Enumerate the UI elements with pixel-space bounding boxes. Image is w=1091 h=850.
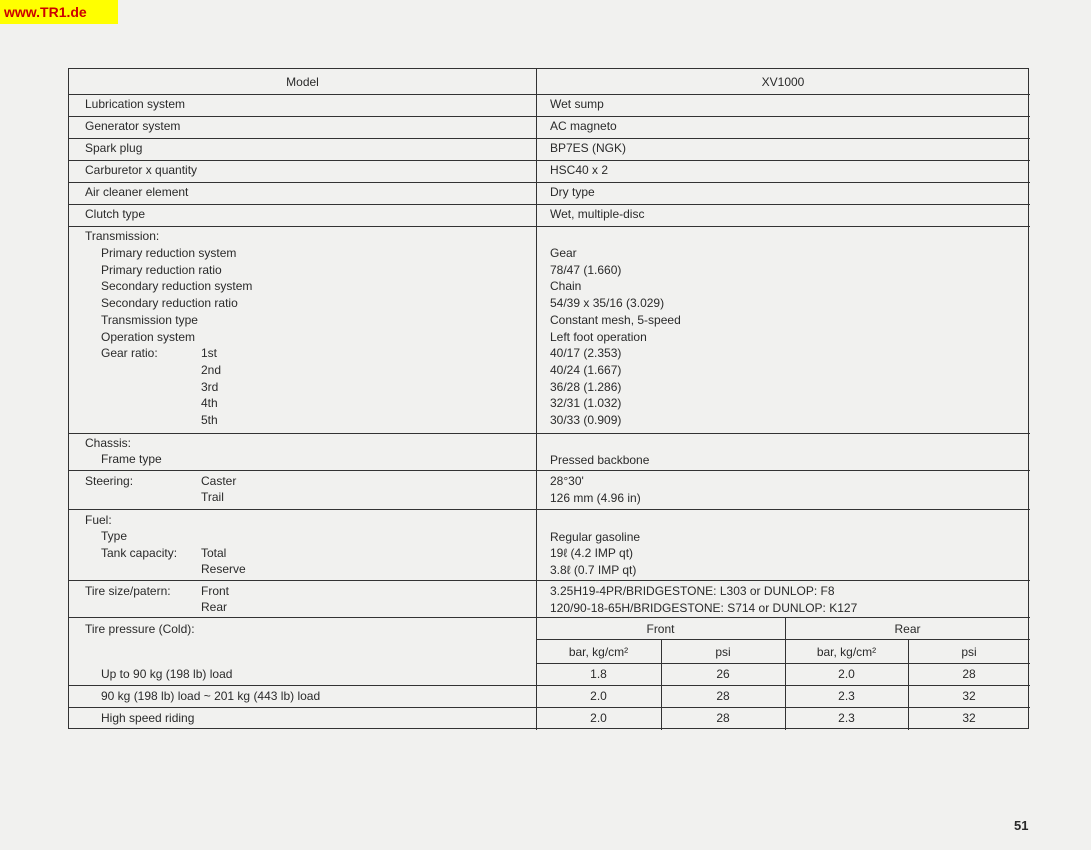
value-trail: 126 mm (4.96 in) [550, 491, 641, 505]
header-model-name: XV1000 [761, 75, 805, 89]
gear-name: 3rd [201, 380, 219, 394]
value-fuel-type: Regular gasoline [550, 530, 641, 544]
pressure-rear-psi: 28 [962, 667, 976, 681]
pressure-front-psi: 28 [716, 711, 730, 725]
row-divider [69, 470, 1030, 471]
pressure-rear-bar: 2.3 [838, 689, 855, 703]
label-gear-ratio: Gear ratio: [101, 346, 158, 360]
label-tank-reserve: Reserve [201, 562, 246, 576]
label-frame-type: Frame type [101, 452, 162, 466]
steering-label: Steering: [85, 474, 134, 488]
value-tire-rear: 120/90-18-65H/BRIDGESTONE: S714 or DUNLOP: K127 [550, 601, 858, 615]
row-divider [69, 580, 1030, 581]
pressure-front-psi: 28 [716, 689, 730, 703]
row-divider [69, 116, 1030, 117]
value-air-cleaner: Dry type [550, 185, 595, 199]
unit-psi-rear: psi [961, 645, 977, 659]
label-primary-system: Primary reduction system [101, 246, 237, 260]
value-caster: 28°30' [550, 474, 584, 488]
unit-bar-front: bar, kg/cm² [568, 645, 629, 659]
gear-name: 2nd [201, 363, 222, 377]
label-transmission-type: Transmission type [101, 313, 198, 327]
label-tank-capacity: Tank capacity: [101, 546, 178, 560]
pressure-condition: High speed riding [101, 711, 195, 725]
transmission-title: Transmission: [85, 229, 160, 243]
label-carburetor: Carburetor x quantity [85, 163, 198, 177]
row-divider [69, 509, 1030, 510]
row-divider [69, 138, 1030, 139]
label-lubrication: Lubrication system [85, 97, 186, 111]
pressure-rear-header: Rear [894, 622, 921, 636]
spec-table [68, 68, 1029, 729]
pressure-divider [536, 639, 1030, 640]
chassis-title: Chassis: [85, 436, 132, 450]
label-tire-front: Front [201, 584, 230, 598]
label-clutch: Clutch type [85, 207, 146, 221]
gear-value: 30/33 (0.909) [550, 413, 622, 427]
row-divider [69, 160, 1030, 161]
label-caster: Caster [201, 474, 237, 488]
pressure-divider [69, 707, 1030, 708]
tire-size-label: Tire size/patern: [85, 584, 171, 598]
value-generator: AC magneto [550, 119, 617, 133]
gear-value: 40/24 (1.667) [550, 363, 622, 377]
gear-name: 5th [201, 413, 218, 427]
value-spark-plug: BP7ES (NGK) [550, 141, 627, 155]
gear-value: 36/28 (1.286) [550, 380, 622, 394]
pressure-rear-bar: 2.3 [838, 711, 855, 725]
label-tank-total: Total [201, 546, 227, 560]
gear-name: 4th [201, 396, 218, 410]
unit-psi-front: psi [715, 645, 731, 659]
value-secondary-ratio: 54/39 x 35/16 (3.029) [550, 296, 665, 310]
label-fuel-type: Type [101, 529, 128, 543]
label-operation-system: Operation system [101, 330, 196, 344]
pressure-condition: 90 kg (198 lb) load ~ 201 kg (443 lb) load [101, 689, 321, 703]
label-secondary-ratio: Secondary reduction ratio [101, 296, 238, 310]
pressure-front-bar: 2.0 [590, 711, 607, 725]
value-operation-system: Left foot operation [550, 330, 647, 344]
gear-value: 40/17 (2.353) [550, 346, 622, 360]
pressure-front-bar: 2.0 [590, 689, 607, 703]
row-divider [69, 226, 1030, 227]
tire-pressure-label: Tire pressure (Cold): [85, 622, 195, 636]
pressure-front-header: Front [646, 622, 675, 636]
pressure-front-psi: 26 [716, 667, 730, 681]
row-divider [69, 433, 1030, 434]
label-primary-ratio: Primary reduction ratio [101, 263, 222, 277]
label-generator: Generator system [85, 119, 181, 133]
pressure-rear-bar: 2.0 [838, 667, 855, 681]
page-number: 51 [1014, 818, 1029, 833]
gear-name: 1st [201, 346, 218, 360]
row-divider [69, 182, 1030, 183]
fuel-title: Fuel: [85, 513, 112, 527]
value-tank-reserve: 3.8ℓ (0.7 IMP qt) [550, 563, 637, 577]
row-divider [69, 204, 1030, 205]
value-primary-system: Gear [550, 246, 577, 260]
label-tire-rear: Rear [201, 600, 228, 614]
unit-bar-rear: bar, kg/cm² [816, 645, 877, 659]
pressure-front-bar: 1.8 [590, 667, 607, 681]
pressure-divider [69, 685, 1030, 686]
value-secondary-system: Chain [550, 279, 582, 293]
header-model: Model [286, 75, 319, 89]
value-primary-ratio: 78/47 (1.660) [550, 263, 622, 277]
value-transmission-type: Constant mesh, 5-speed [550, 313, 681, 327]
site-watermark: www.TR1.de [0, 0, 118, 24]
pressure-divider [536, 663, 1030, 664]
value-tire-front: 3.25H19-4PR/BRIDGESTONE: L303 or DUNLOP: F8 [550, 584, 835, 598]
pressure-condition: Up to 90 kg (198 lb) load [101, 667, 233, 681]
gear-value: 32/31 (1.032) [550, 396, 622, 410]
value-carburetor: HSC40 x 2 [550, 163, 609, 177]
row-divider [69, 617, 1030, 618]
label-secondary-system: Secondary reduction system [101, 279, 253, 293]
row-divider [69, 94, 1030, 95]
label-trail: Trail [201, 490, 224, 504]
pressure-rear-psi: 32 [962, 689, 976, 703]
value-frame-type: Pressed backbone [550, 453, 650, 467]
value-tank-total: 19ℓ (4.2 IMP qt) [550, 546, 634, 560]
label-air-cleaner: Air cleaner element [85, 185, 189, 199]
value-lubrication: Wet sump [550, 97, 604, 111]
pressure-rear-psi: 32 [962, 711, 976, 725]
label-spark-plug: Spark plug [85, 141, 143, 155]
value-clutch: Wet, multiple-disc [550, 207, 645, 221]
